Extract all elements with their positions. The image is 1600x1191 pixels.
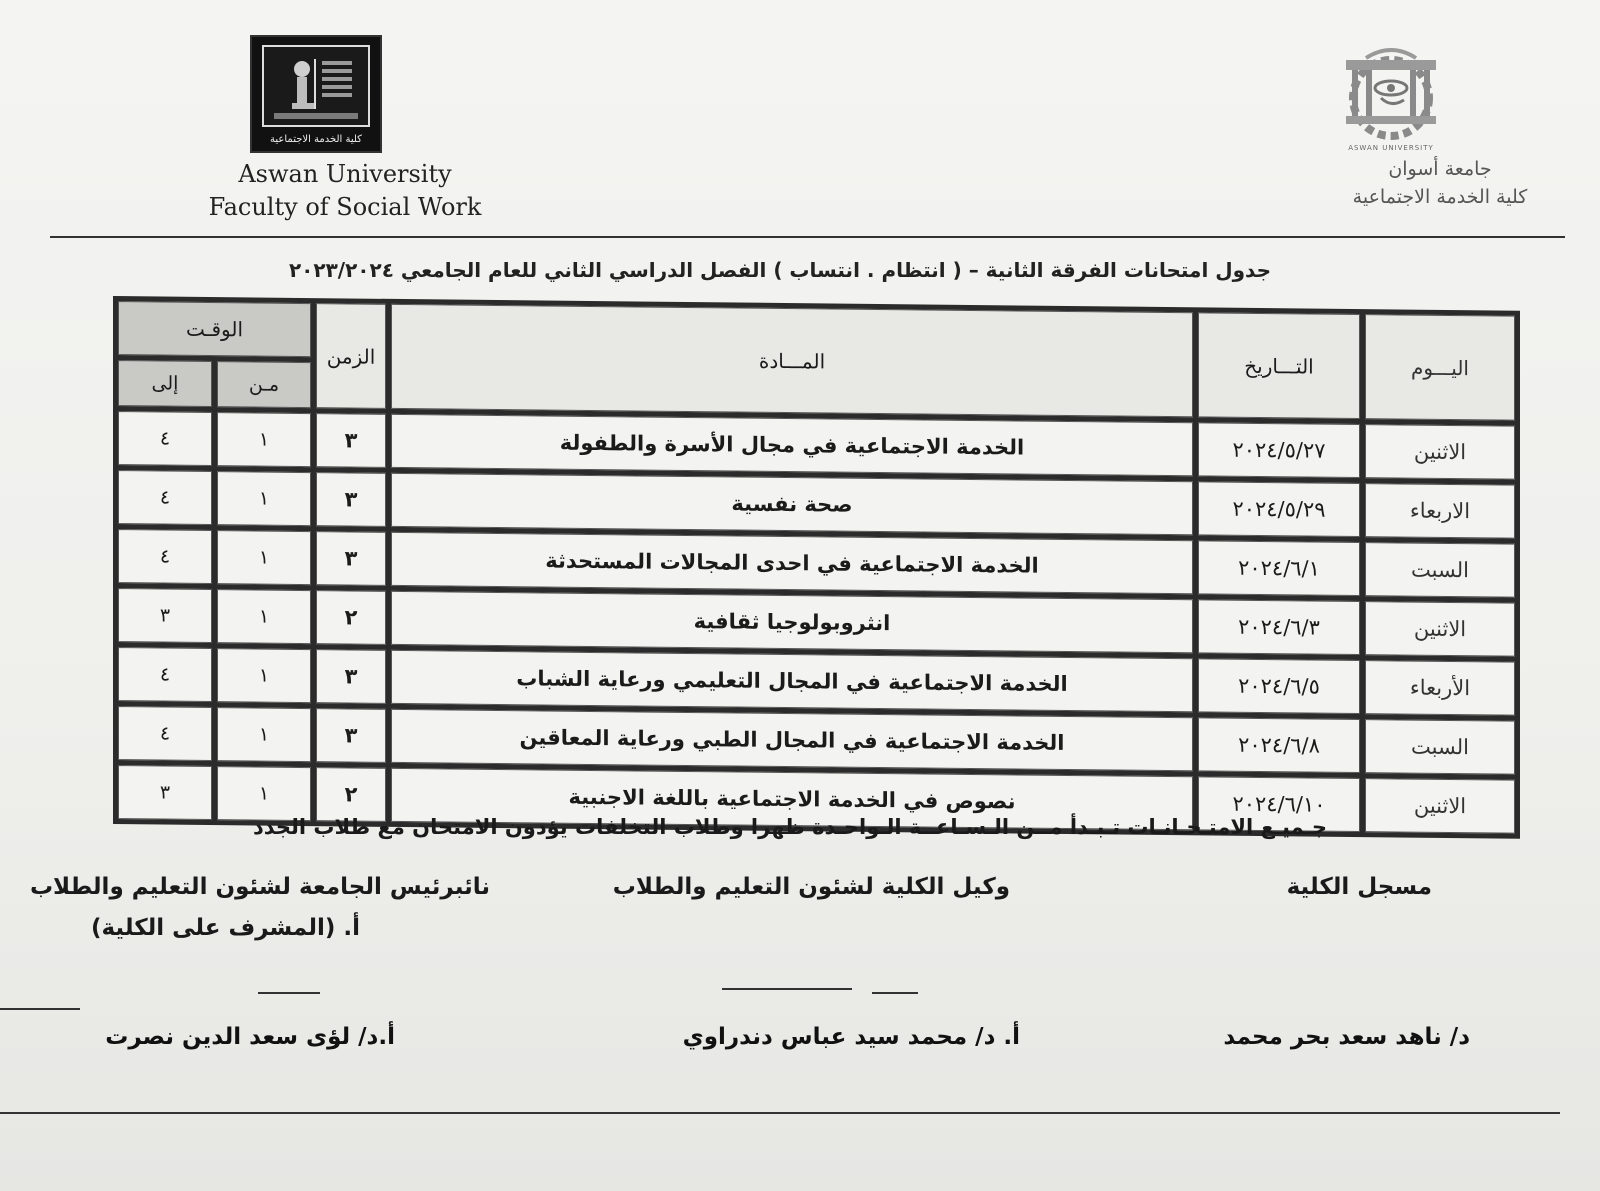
cell-date: ٢٠٢٤/٦/٨ — [1198, 717, 1360, 773]
cell-date: ٢٠٢٤/٦/٥ — [1198, 658, 1360, 714]
cell-day: الاثنين — [1365, 424, 1515, 480]
cell-from: ١ — [217, 589, 311, 644]
cell-day: الاثنين — [1365, 601, 1515, 657]
cell-from: ١ — [217, 412, 311, 467]
logo-frame — [262, 45, 370, 127]
cell-day: الاثنين — [1365, 778, 1515, 834]
cell-from: ١ — [217, 471, 311, 526]
cell-subject: الخدمة الاجتماعية في احدى المجالات المستحدثة — [391, 532, 1193, 594]
cell-duration: ٢ — [316, 767, 386, 822]
vice-president-subtitle: أ. (المشرف على الكلية) — [90, 915, 360, 941]
schedule-rows — [118, 411, 1515, 834]
cell-to: ٤ — [118, 529, 212, 584]
cell-subject: انثروبولوجيا ثقافية — [391, 591, 1193, 653]
document-title: جدول امتحانات الفرقة الثانية – ( انتظام . انتساب ) الفصل الدراسي الثاني للعام الجامعي ٢٠٢٣/٢٠٢٤ — [288, 258, 1272, 282]
arabic-university: جامعة أسوان — [1388, 158, 1492, 180]
cell-duration: ٣ — [316, 531, 386, 586]
table-row — [118, 529, 1515, 598]
cell-date: ٢٠٢٤/٦/١٠ — [1198, 776, 1360, 832]
header-time: الوقـت — [118, 301, 311, 357]
registrar-name: د/ ناهد سعد بحر محمد — [1223, 1024, 1470, 1050]
cell-date: ٢٠٢٤/٥/٢٧ — [1198, 422, 1360, 478]
cell-day: السبت — [1365, 542, 1515, 598]
vice-president-name: أ.د/ لؤى سعد الدين نصرت — [105, 1024, 395, 1050]
header-day: اليـــوم — [1365, 314, 1515, 421]
exam-schedule-table — [113, 296, 1520, 839]
signature-line — [872, 992, 918, 994]
cell-to: ٤ — [118, 470, 212, 525]
arabic-faculty: كلية الخدمة الاجتماعية — [1352, 186, 1528, 208]
vice-dean-name: أ. د/ محمد سيد عباس دندراوي — [682, 1024, 1020, 1050]
cell-duration: ٣ — [316, 472, 386, 527]
gear-eye-emblem-icon — [1326, 42, 1456, 142]
header-to: إلى — [118, 360, 212, 407]
signature-line — [722, 988, 852, 990]
cell-from: ١ — [217, 530, 311, 585]
cell-date: ٢٠٢٤/٥/٢٩ — [1198, 481, 1360, 537]
cell-to: ٣ — [118, 588, 212, 643]
table-row — [118, 470, 1515, 539]
cell-duration: ٣ — [316, 649, 386, 704]
logo-caption: ASWAN UNIVERSITY — [1348, 144, 1434, 152]
cell-subject: الخدمة الاجتماعية في مجال الأسرة والطفولة — [391, 414, 1193, 476]
cell-subject: الخدمة الاجتماعية في المجال التعليمي ورعاية الشباب — [391, 650, 1193, 712]
footer-divider — [0, 1112, 1560, 1114]
header-duration: الزمن — [316, 303, 386, 409]
exam-note: جـميـع الامتـحـانـات تـبـدأ مــن الـسـاعــة الـواحـدة ظهرا وطلاب التخلفات يؤدون الامتحان مع طلاب الجدد — [252, 815, 1328, 839]
english-university: Aswan University — [238, 160, 452, 188]
cell-subject: الخدمة الاجتماعية في المجال الطبي ورعاية المعاقين — [391, 709, 1193, 771]
logo-caption: كلية الخدمة الاجتماعية — [270, 134, 362, 145]
cell-from: ١ — [217, 707, 311, 762]
signature-line — [258, 992, 320, 994]
cell-date: ٢٠٢٤/٦/٣ — [1198, 599, 1360, 655]
cell-from: ١ — [217, 648, 311, 703]
vice-president-title: نائبرئيس الجامعة لشئون التعليم والطلاب — [29, 874, 490, 900]
schedule-grid — [113, 296, 1520, 839]
faculty-logo — [250, 35, 382, 153]
pharaoh-emblem-icon — [264, 47, 368, 125]
cell-to: ٤ — [118, 706, 212, 761]
cell-from: ١ — [217, 766, 311, 821]
cell-date: ٢٠٢٤/٦/١ — [1198, 540, 1360, 596]
table-row — [118, 411, 1515, 480]
table-row — [118, 647, 1515, 716]
signature-line — [0, 1008, 80, 1010]
english-faculty: Faculty of Social Work — [208, 193, 482, 221]
table-row — [118, 706, 1515, 775]
vice-dean-title: وكيل الكلية لشئون التعليم والطلاب — [612, 874, 1010, 900]
cell-duration: ٣ — [316, 708, 386, 763]
header-from: مـن — [217, 361, 311, 408]
arabic-institution-name — [1290, 155, 1590, 211]
registrar-title: مسجل الكلية — [1286, 874, 1432, 900]
cell-day: السبت — [1365, 719, 1515, 775]
cell-to: ٤ — [118, 411, 212, 466]
cell-subject: صحة نفسية — [391, 473, 1193, 535]
cell-duration: ٢ — [316, 590, 386, 645]
cell-to: ٤ — [118, 647, 212, 702]
header-divider — [50, 236, 1565, 238]
university-logo — [1326, 42, 1456, 152]
cell-subject: نصوص في الخدمة الاجتماعية باللغة الاجنبية — [391, 768, 1193, 830]
header-subject: المـــادة — [391, 304, 1193, 417]
cell-duration: ٣ — [316, 413, 386, 468]
cell-day: الاربعاء — [1365, 483, 1515, 539]
english-institution-name — [200, 158, 490, 224]
cell-day: الأربعاء — [1365, 660, 1515, 716]
header-date: التـــاريخ — [1198, 312, 1360, 419]
table-row — [118, 588, 1515, 657]
cell-to: ٣ — [118, 765, 212, 820]
